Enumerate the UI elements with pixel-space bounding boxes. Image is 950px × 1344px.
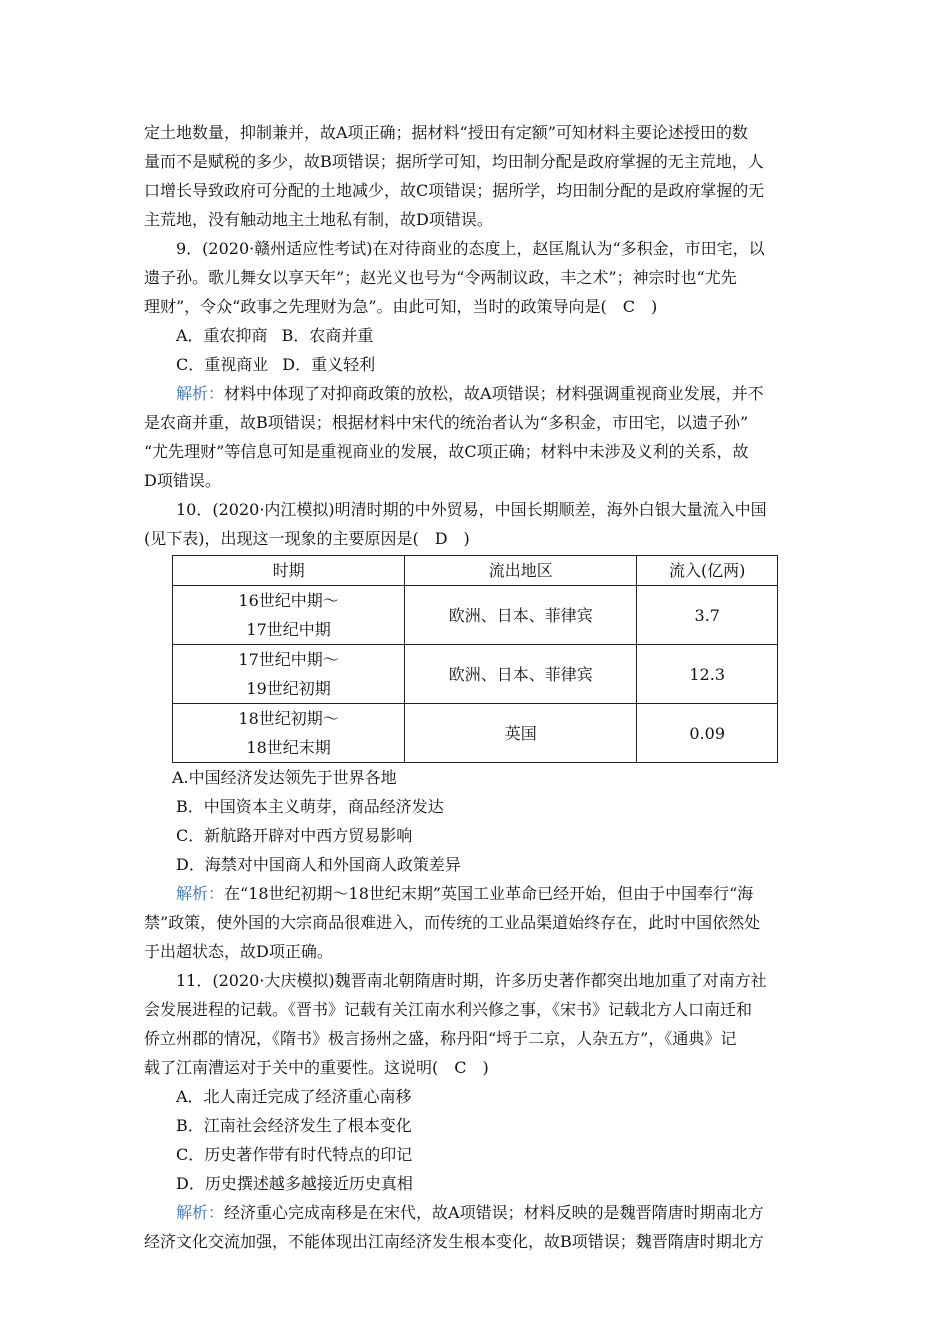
question-stem-line: 会发展进程的记载。《晋书》记载有关江南水利兴修之事，《宋书》记载北方人口南迁和 (144, 1000, 753, 1019)
amount-cell: 3.7 (637, 586, 778, 645)
question-stem-line: 遗子孙。歌儿舞女以享天年”；赵光义也号为“令两制议政，丰之术”；神宗时也“尤先 (144, 268, 737, 287)
analysis-line (144, 1198, 806, 1227)
analysis-text: 经济重心完成南移是在宋代，故A项错误；材料反映的是魏晋隋唐时期南北方 (224, 1203, 764, 1222)
analysis-line: 经济文化交流加强，不能体现出江南经济发生根本变化，故B项错误；魏晋隋唐时期北方 (144, 1232, 764, 1251)
table-header: 时期 (173, 556, 405, 586)
period-cell (173, 645, 405, 704)
table-row (173, 586, 778, 645)
region-cell: 欧洲、日本、菲律宾 (405, 645, 637, 704)
table-row (173, 704, 778, 763)
question-stem-line: 10．(2020·内江模拟)明清时期的中外贸易，中国长期顺差，海外白银大量流入中国 (176, 500, 767, 519)
analysis-label: 解析： (176, 884, 225, 903)
region-cell: 英国 (405, 704, 637, 763)
question-stem-line: 载了江南漕运对于关中的重要性。这说明( C ) (144, 1058, 489, 1077)
period-end: 17世纪中期 (246, 620, 331, 639)
analysis-label: 解析： (176, 1203, 225, 1222)
text-line: 主荒地，没有触动地主土地私有制，故D项错误。 (144, 210, 493, 229)
table-header: 流入(亿两) (637, 556, 778, 586)
analysis-label: 解析： (176, 384, 225, 403)
option-d: D．重义轻利 (282, 355, 376, 374)
analysis-text: 材料中体现了对抑商政策的放松，故A项错误；材料强调重视商业发展，并不 (224, 384, 764, 403)
question-11 (144, 966, 806, 1256)
question-stem-line: 9．(2020·赣州适应性考试)在对待商业的态度上，赵匡胤认为“多积金，市田宅，以 (176, 239, 765, 258)
option-b: B．农商并重 (281, 326, 374, 345)
text-line: 量而不是赋税的多少，故B项错误；据所学可知，均田制分配是政府掌握的无主荒地，人 (144, 152, 764, 171)
analysis-line (144, 879, 806, 908)
table-header: 流出地区 (405, 556, 637, 586)
table-row (173, 645, 778, 704)
analysis-line: 是农商并重，故B项错误；根据材料中宋代的统治者认为“多积金，市田宅，以遗子孙” (144, 413, 749, 432)
analysis-line: 禁”政策，使外国的大宗商品很难进入，而传统的工业品渠道始终存在，此时中国依然处 (144, 913, 761, 932)
option-b: B．中国资本主义萌芽，商品经济发达 (176, 797, 444, 816)
period-end: 19世纪初期 (246, 679, 331, 698)
text-line: 口增长导致政府可分配的土地减少，故C项错误；据所学，均田制分配的是政府掌握的无 (144, 181, 765, 200)
option-d: D．历史撰述越多越接近历史真相 (176, 1174, 413, 1193)
option-a: A．重农抑商 (176, 326, 268, 345)
question-stem-line: 侨立州郡的情况，《隋书》极言扬州之盛，称丹阳“埒于二京，人杂五方”，《通典》记 (144, 1029, 737, 1048)
table-header-row (173, 556, 778, 586)
option-row (144, 321, 806, 350)
period-end: 18世纪末期 (246, 738, 331, 757)
region-cell: 欧洲、日本、菲律宾 (405, 586, 637, 645)
question-9 (144, 234, 806, 495)
period-cell (173, 704, 405, 763)
intro-analysis (144, 118, 806, 234)
option-row (144, 350, 806, 379)
question-stem-line: 11．(2020·大庆模拟)魏晋南北朝隋唐时期，许多历史著作都突出地加重了对南方社 (176, 971, 767, 990)
analysis-line (144, 379, 806, 408)
period-start: 18世纪初期～ (238, 709, 339, 728)
analysis-line: D项错误。 (144, 471, 221, 490)
document-page (144, 118, 806, 1256)
option-c: C．重视商业 (176, 355, 269, 374)
period-cell (173, 586, 405, 645)
period-start: 16世纪中期～ (238, 591, 339, 610)
text-line: 定土地数量，抑制兼并，故A项正确；据材料“授田有定额”可知材料主要论述授田的数 (144, 123, 748, 142)
analysis-line: 于出超状态，故D项正确。 (144, 942, 333, 961)
question-stem-line: (见下表)，出现这一现象的主要原因是( D ) (144, 529, 470, 548)
amount-cell: 12.3 (637, 645, 778, 704)
option-c: C．历史著作带有时代特点的印记 (176, 1145, 413, 1164)
period-start: 17世纪中期～ (238, 650, 339, 669)
question-10 (144, 495, 806, 966)
question-stem-line: 理财”，令众“政事之先理财为急”。由此可知，当时的政策导向是( C ) (144, 297, 658, 316)
option-b: B．江南社会经济发生了根本变化 (176, 1116, 412, 1135)
option-d: D．海禁对中国商人和外国商人政策差异 (176, 855, 461, 874)
silver-inflow-table (172, 555, 778, 763)
amount-cell: 0.09 (637, 704, 778, 763)
option-a: A．北人南迁完成了经济重心南移 (176, 1087, 412, 1106)
option-c: C．新航路开辟对中西方贸易影响 (176, 826, 413, 845)
analysis-line: “尤先理财”等信息可知是重视商业的发展，故C项正确；材料中未涉及义利的关系，故 (144, 442, 749, 461)
option-a: A.中国经济发达领先于世界各地 (172, 768, 397, 787)
analysis-text: 在“18世纪初期～18世纪末期”英国工业革命已经开始，但由于中国奉行“海 (224, 884, 754, 903)
